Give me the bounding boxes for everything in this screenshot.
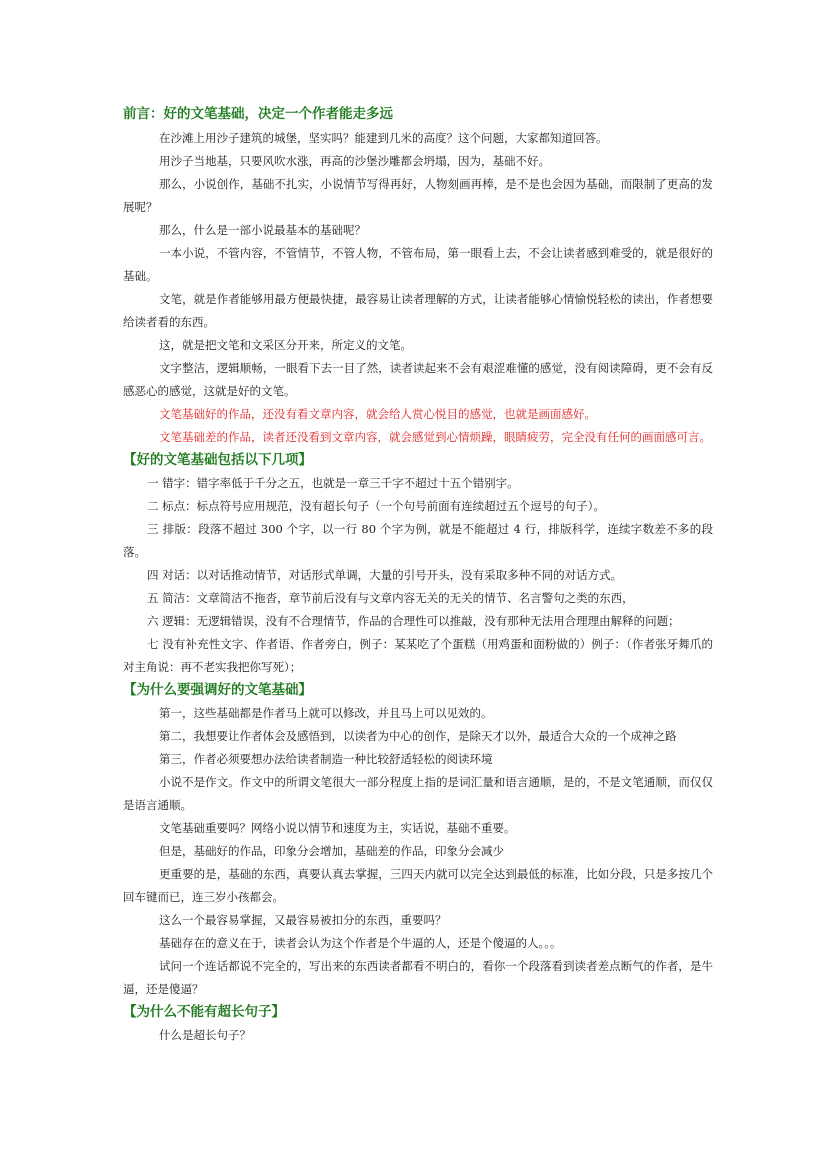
paragraph: 小说不是作文。作文中的所谓文笔很大一部分程度上指的是词汇量和语言通顺，是的，不是文笔通顺，而仅仅是语言通顺。 [123, 775, 713, 812]
paragraph: 文笔基础重要吗？网络小说以情节和速度为主，实话说，基础不重要。 [159, 821, 516, 835]
list-item: 一 错字：错字率低于千分之五，也就是一章三千字不超过十五个错别字。 [147, 476, 519, 490]
section-basics-list [123, 472, 713, 679]
list-item: 四 对话：以对话推动情节，对话形式单调，大量的引号开头，没有采取多种不同的对话方式。 [147, 568, 623, 582]
paragraph: 那么，小说创作，基础不扎实，小说情节写得再好，人物刻画再棒，是不是也会因为基础，而限制了更高的发展呢？ [123, 177, 713, 214]
paragraph: 基础存在的意义在于，读者会认为这个作者是个牛逼的人，还是个傻逼的人。。。 [159, 936, 562, 950]
paragraph: 文笔，就是作者能够用最方便最快捷，最容易让读者理解的方式，让读者能够心情愉悦轻松的读出，作者想要给读者看的东西。 [123, 292, 713, 329]
list-item: 五 简洁：文章简洁不拖沓，章节前后没有与文章内容无关的无关的情节、名言警句之类的东西， [147, 591, 634, 605]
intro-section [123, 127, 713, 449]
highlight-paragraph: 文笔基础好的作品，还没有看文章内容，就会给人赏心悦目的感觉，也就是画面感好。 [159, 407, 596, 421]
paragraph: 那么，什么是一部小说最基本的基础呢？ [159, 223, 366, 237]
paragraph: 在沙滩上用沙子建筑的城堡，坚实吗？能建到几米的高度？这个问题，大家都知道回答。 [159, 131, 608, 145]
paragraph: 这，就是把文笔和文采区分开来，所定义的文笔。 [159, 338, 412, 352]
list-item: 三 排版：段落不超过 300 个字，以一行 80 个字为例，就是不能超过 4 行，排版科学，连续字数差不多的段落。 [123, 522, 713, 559]
list-item: 六 逻辑：无逻辑错误，没有不合理情节，作品的合理性可以推敲，没有那种无法用合理理由解释的问题； [147, 614, 680, 628]
section-heading: 【好的文笔基础包括以下几项】 [123, 452, 312, 468]
paragraph: 试问一个连话都说不完全的，写出来的东西读者都看不明白的，看你一个段落看到读者差点断气的作者，是牛逼，还是傻逼？ [123, 959, 713, 996]
list-item: 二 标点：标点符号应用规范，没有超长句子（一个句号前面有连续超过五个逗号的句子）。 [147, 499, 605, 513]
paragraph: 文字整洁，逻辑顺畅，一眼看下去一目了然，读者读起来不会有艰涩难懂的感觉，没有阅读障碍，更不会有反感恶心的感觉，这就是好的文笔。 [123, 361, 713, 398]
paragraph: 第二，我想要让作者体会及感悟到，以读者为中心的创作，是除天才以外，最适合大众的一个成神之路 [159, 729, 677, 743]
document-body [123, 103, 713, 1047]
highlight-paragraph: 文笔基础差的作品，读者还没看到文章内容，就会感觉到心情烦躁，眼睛疲劳，完全没有任何的画面感可言。 [159, 430, 711, 444]
paragraph: 但是，基础好的作品，印象分会增加，基础差的作品，印象分会减少 [159, 844, 504, 858]
paragraph: 这么一个最容易掌握，又最容易被扣分的东西，重要吗？ [159, 913, 447, 927]
paragraph: 更重要的是，基础的东西，真要认真去掌握，三四天内就可以完全达到最低的标准，比如分段，只是多按几个回车键而已，连三岁小孩都会。 [123, 867, 713, 904]
section-heading: 【为什么不能有超长句子】 [123, 1004, 285, 1020]
document-title: 前言：好的文笔基础，决定一个作者能走多远 [123, 106, 393, 122]
section-long-sentences [123, 1024, 713, 1047]
paragraph: 用沙子当地基，只要风吹水涨，再高的沙堡沙雕都会坍塌，因为，基础不好。 [159, 154, 550, 168]
section-why-basics [123, 702, 713, 1001]
paragraph: 第三，作者必须要想办法给读者制造一种比较舒适轻松的阅读环境 [159, 752, 493, 766]
paragraph: 什么是超长句子？ [159, 1028, 251, 1042]
paragraph: 第一，这些基础都是作者马上就可以修改，并且马上可以见效的。 [159, 706, 493, 720]
section-heading: 【为什么要强调好的文笔基础】 [123, 682, 312, 698]
list-item: 七 没有补充性文字、作者语、作者旁白，例子：某某吃了个蛋糕（用鸡蛋和面粉做的）例子：（作者张牙舞爪的对主角说：再不老实我把你写死）； [123, 637, 713, 674]
paragraph: 一本小说，不管内容，不管情节，不管人物，不管布局，第一眼看上去，不会让读者感到难受的，就是很好的基础。 [123, 246, 713, 283]
